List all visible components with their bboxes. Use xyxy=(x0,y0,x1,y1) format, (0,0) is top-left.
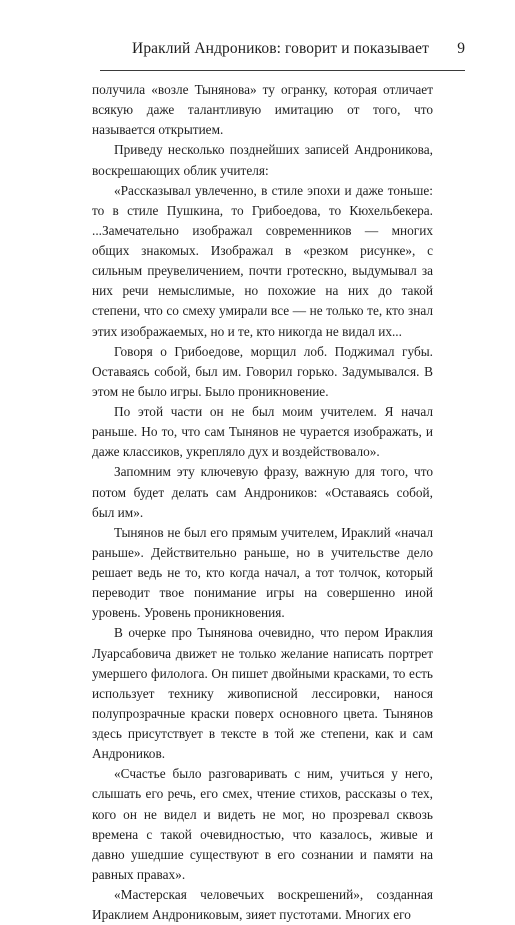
page-number: 9 xyxy=(457,40,465,57)
paragraph-quote: «Рассказывал увлеченно, в стиле эпохи и даже тоньше: то в стиле Пушкина, то Грибоедова, то Кюхельбекера. ...Замечательно изображал современников — многих общих знакомых. Изображал в «резком рисунке», с сильным преувеличением, почти гротескно, выдумывал за них речи немыслимые, но похожие на них до такой степени, что со смеху умирали все — не только те, кто знал этих изображаемых, но и те, кто никогда не видал их... xyxy=(92,182,433,339)
paragraph-quote: По этой части он не был моим учителем. Я начал раньше. Но то, что сам Тынянов не чурается изображать, и даже классиков, укрепляло дух и воздействовало». xyxy=(92,404,433,460)
running-header xyxy=(100,38,465,71)
page-body-text xyxy=(92,80,433,925)
paragraph: Тынянов не был его прямым учителем, Ираклий «начал раньше». Действительно раньше, но в учительстве дело решает ведь не то, кто когда начал, а тот толчок, который переводит твое понимание игры на совершенно иной уровень. Уровень проникновения. xyxy=(92,524,433,621)
paragraph: «Мастерская человечьих воскрешений», созданная Ираклием Андрониковым, зияет пустотами. Многих его xyxy=(92,887,433,923)
paragraph: В очерке про Тынянова очевидно, что пером Ираклия Луарсабовича движет не только желание написать портрет умершего филолога. Он пишет двойными красками, то есть использует технику живописной лессировки, нанося полупрозрачные краски поверх основного цвета. Тынянов здесь присутствует в тексте в той же степени, как и сам Андроников. xyxy=(92,625,433,762)
paragraph-quote: Говоря о Грибоедове, морщил лоб. Поджимал губы. Оставаясь собой, был им. Говорил горько. Задумывался. В этом не было игры. Было проникновение. xyxy=(92,343,433,399)
paragraph: Приведу несколько позднейших записей Андроникова, воскрешающих облик учителя: xyxy=(92,142,433,178)
paragraph-continued: получила «возле Тынянова» ту огранку, которая отличает всякую даже талантливую имитацию от того, что называется открытием. xyxy=(92,82,433,138)
paragraph-quote: «Счастье было разговаривать с ним, учиться у него, слышать его речь, его смех, чтение стихов, рассказы о тех, кого он не видел и видеть не мог, но прозревал сквозь времена с такой очевидностью, что казалось, живые и давно ушедшие существуют в его сознании и памяти на равных правах». xyxy=(92,766,433,882)
running-title: Ираклий Андроников: говорит и показывает xyxy=(132,40,429,57)
paragraph: Запомним эту ключевую фразу, важную для того, что потом будет делать сам Андроников: «Оставаясь собой, был им». xyxy=(92,464,433,520)
